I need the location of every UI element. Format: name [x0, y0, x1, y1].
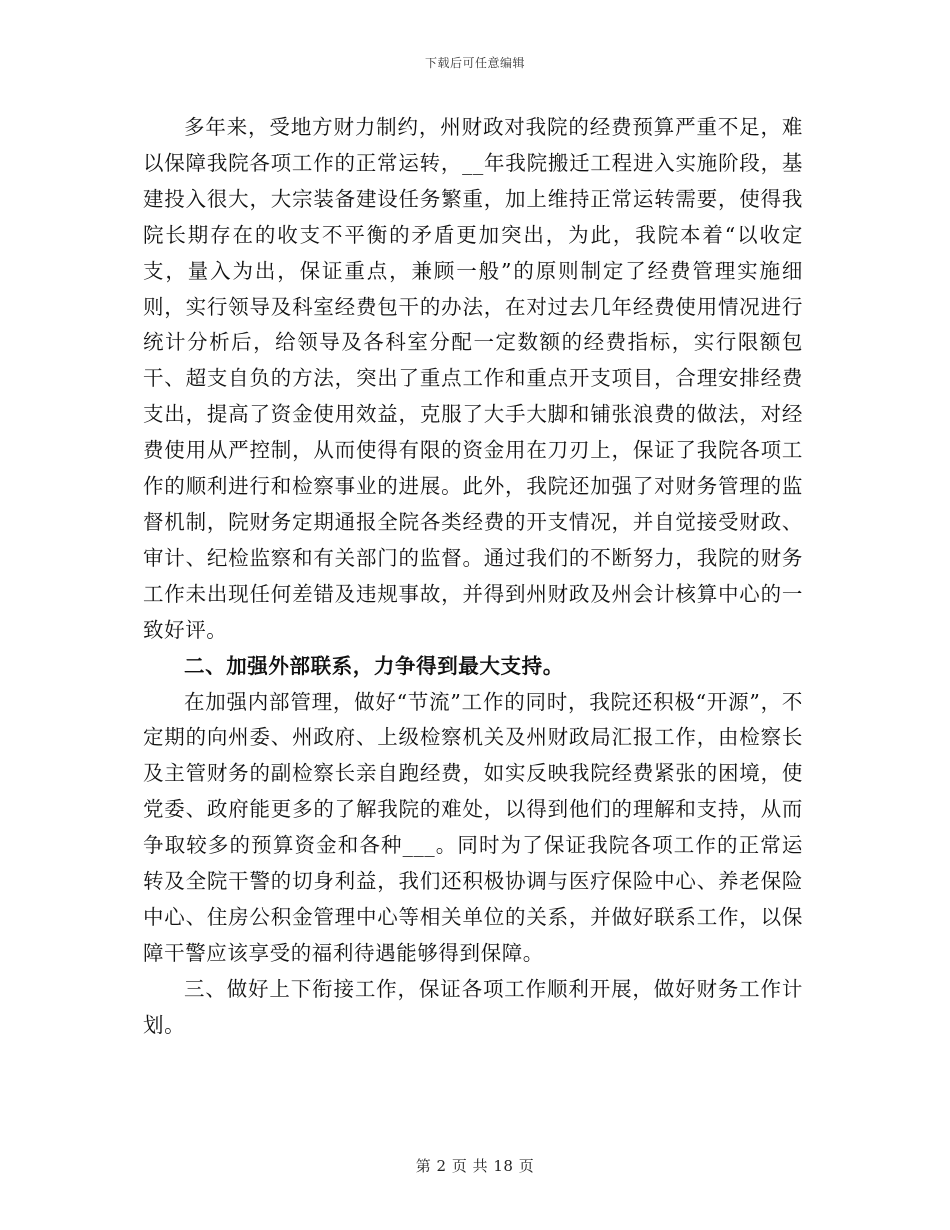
paragraph-section-three: 三、做好上下衔接工作，保证各项工作顺利开展，做好财务工作计划。 — [143, 976, 803, 1037]
page-footer-number: 第 2 页 共 18 页 — [415, 1157, 535, 1175]
paragraph-external-relations: 在加强内部管理，做好“节流”工作的同时，我院还积极“开源”，不定期的向州委、州政府、上级检察机关及州财政局汇报工作，由检察长及主管财务的副检察长亲自跑经费，如实反映我院经费紧张的困境，使党委、政府能更多的了解我院的难处，以得到他们的理解和支持，从而争取较多的预算资金和各种___。同时为了保证我院各项工作的正常运转及全院干警的切身利益，我们还积极协调与医疗保险中心、养老保险中心、住房公积金管理中心等相关单位的关系，并做好联系工作，以保障干警应该享受的福利待遇能够得到保障。 — [143, 689, 803, 965]
section-heading-external-relations: 二、加强外部联系，力争得到最大支持。 — [184, 653, 564, 678]
page-header-note: 下载后可任意编辑 — [424, 56, 525, 70]
document-body — [143, 110, 803, 1044]
paragraph-budget-management: 多年来，受地方财力制约，州财政对我院的经费预算严重不足，难以保障我院各项工作的正常运转，__年我院搬迁工程进入实施阶段，基建投入很大，大宗装备建设任务繁重，加上维持正常运转需要，使得我院长期存在的收支不平衡的矛盾更加突出，为此，我院本着“以收定支，量入为出，保证重点，兼顾一般”的原则制定了经费管理实施细则，实行领导及科室经费包干的办法，在对过去几年经费使用情况进行统计分析后，给领导及各科室分配一定数额的经费指标，实行限额包干、超支自负的方法，突出了重点工作和重点开支项目，合理安排经费支出，提高了资金使用效益，克服了大手大脚和铺张浪费的做法，对经费使用从严控制，从而使得有限的资金用在刀刃上，保证了我院各项工作的顺利进行和检察事业的进展。此外，我院还加强了对财务管理的监督机制，院财务定期通报全院各类经费的开支情况，并自觉接受财政、审计、纪检监察和有关部门的监督。通过我们的不断努力，我院的财务工作未出现任何差错及违规事故，并得到州财政及州会计核算中心的一致好评。 — [143, 115, 803, 642]
